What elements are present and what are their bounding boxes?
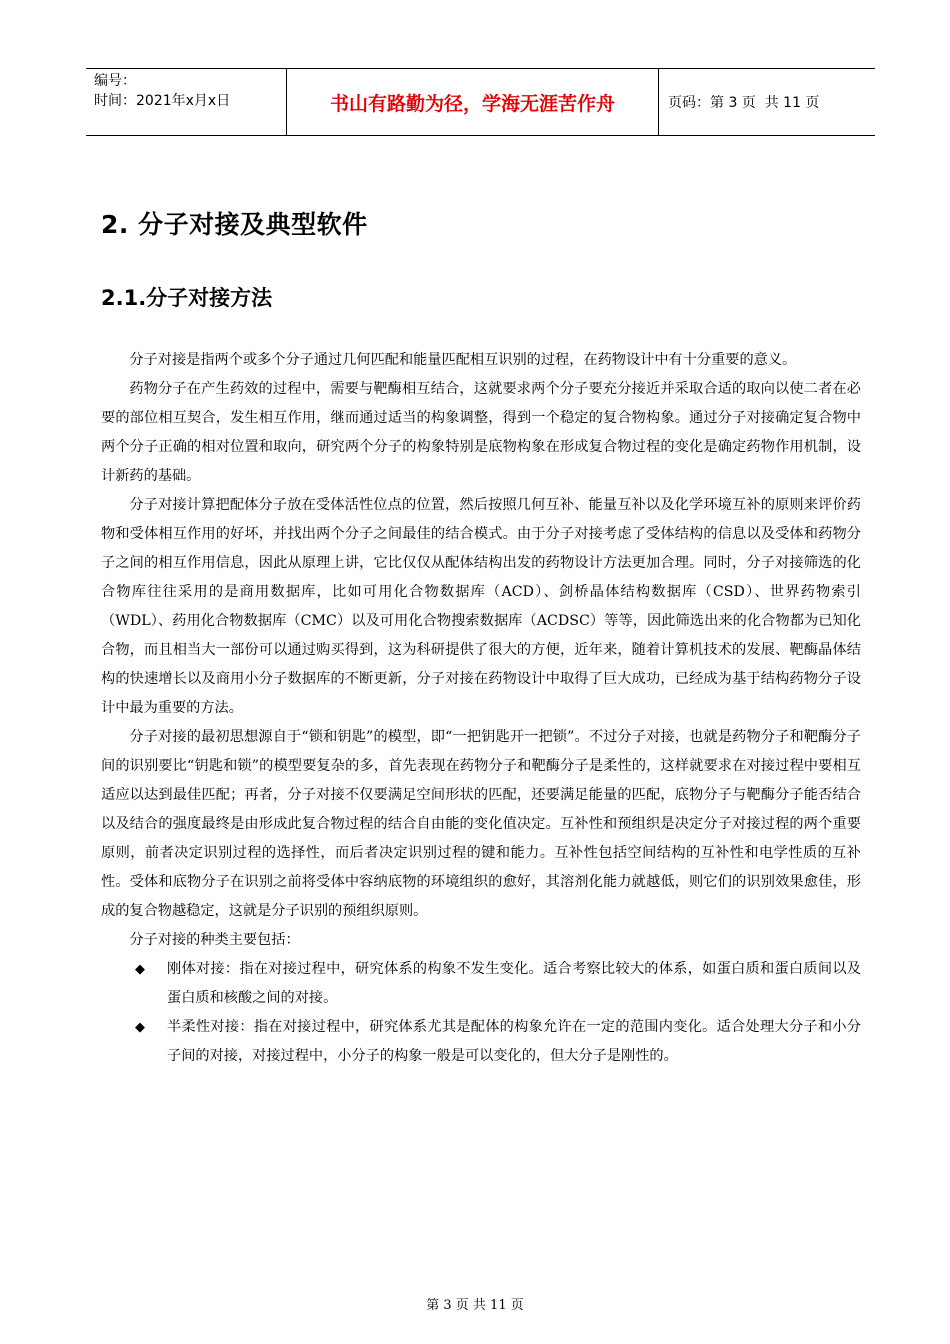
paragraph: 分子对接的最初思想源自于“锁和钥匙”的模型，即“一把钥匙开一把锁”。不过分子对接，也就是药物分子和靶酶分子间的识别要比“钥匙和锁”的模型要复杂的多，首先表现在药物分子和靶酶分子是柔性的，这样就要求在对接过程中要相互适应以达到最佳匹配；再者，分子对接不仅要满足空间形状的匹配，还要满足能量的匹配，底物分子与靶酶分子能否结合以及结合的强度最终是由形成此复合物过程的结合自由能的变化值决定。互补性和预组织是决定分子对接过程的两个重要原则，前者决定识别过程的选择性，而后者决定识别过程的键和能力。互补性包括空间结构的互补性和电学性质的互补性。受体和底物分子在识别之前将受体中容纳底物的环境组织的愈好，其溶剂化能力就越低，则它们的识别效果愈佳，形成的复合物越稳定，这就是分子识别的预组织原则。	[101, 729, 861, 919]
header-motto-cell	[286, 69, 659, 135]
diamond-bullet-icon: ◆	[135, 962, 145, 977]
paragraph: 分子对接是指两个或多个分子通过几何匹配和能量匹配相互识别的过程，在药物设计中有十分重要的意义。	[129, 352, 797, 368]
list-item-text: 半柔性对接：指在对接过程中，研究体系尤其是配体的构象允许在一定的范围内变化。适合处理大分子和小分子间的对接，对接过程中，小分子的构象一般是可以变化的，但大分子是刚性的。	[167, 1019, 861, 1064]
time-label: 时间：2021年x月x日	[94, 93, 231, 109]
paragraph: 分子对接的种类主要包括：	[129, 932, 300, 948]
document-body	[101, 346, 861, 1071]
header-table	[86, 68, 875, 136]
subsection-heading: 2.1.分子对接方法	[101, 286, 273, 310]
bullet-list	[101, 955, 861, 1071]
list-item	[101, 955, 861, 1013]
motto-text: 书山有路勤为径，学海无涯苦作舟	[329, 92, 615, 115]
header-left-cell	[86, 69, 286, 135]
header-page-cell	[659, 69, 875, 135]
section-heading: 2. 分子对接及典型软件	[101, 210, 368, 239]
page-footer: 第 3 页 共 11 页	[426, 1298, 524, 1313]
number-label: 编号：	[94, 73, 136, 89]
page-label: 页码：第 3 页 共 11 页	[668, 95, 820, 111]
paragraph: 分子对接计算把配体分子放在受体活性位点的位置，然后按照几何互补、能量互补以及化学环境互补的原则来评价药物和受体相互作用的好坏，并找出两个分子之间最佳的结合模式。由于分子对接考虑了受体结构的信息以及受体和药物分子之间的相互作用信息，因此从原理上讲，它比仅仅从配体结构出发的药物设计方法更加合理。同时，分子对接筛选的化合物库往往采用的是商用数据库，比如可用化合物数据库（ACD）、剑桥晶体结构数据库（CSD）、世界药物索引（WDL）、药用化合物数据库（CMC）以及可用化合物搜索数据库（ACDSC）等等，因此筛选出来的化合物都为已知化合物，而且相当大一部份可以通过购买得到，这为科研提供了很大的方便，近年来，随着计算机技术的发展、靶酶晶体结构的快速增长以及商用小分子数据库的不断更新，分子对接在药物设计中取得了巨大成功，已经成为基于结构药物分子设计中最为重要的方法。	[101, 497, 861, 716]
list-item	[101, 1013, 861, 1071]
list-item-text: 刚体对接：指在对接过程中，研究体系的构象不发生变化。适合考察比较大的体系，如蛋白质和蛋白质间以及蛋白质和核酸之间的对接。	[167, 961, 861, 1006]
diamond-bullet-icon: ◆	[135, 1020, 145, 1035]
paragraph: 药物分子在产生药效的过程中，需要与靶酶相互结合，这就要求两个分子要充分接近并采取合适的取向以使二者在必要的部位相互契合，发生相互作用，继而通过适当的构象调整，得到一个稳定的复合物构象。通过分子对接确定复合物中两个分子正确的相对位置和取向，研究两个分子的构象特别是底物构象在形成复合物过程的变化是确定药物作用机制，设计新药的基础。	[101, 381, 861, 484]
